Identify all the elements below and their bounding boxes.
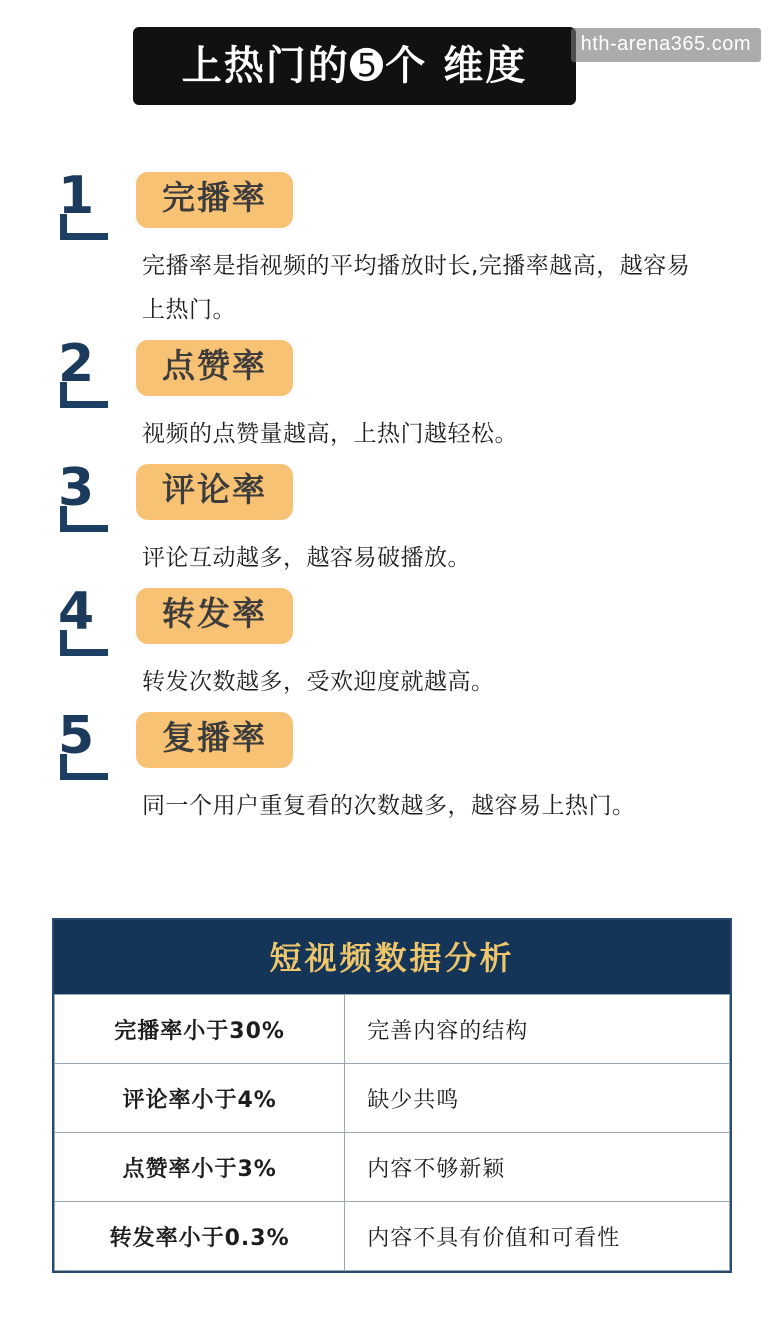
list-item-number: 5 — [58, 706, 95, 766]
analysis-table-grid — [54, 994, 730, 1271]
list-item-description: 视频的点赞量越高，上热门越轻松。 — [142, 421, 518, 447]
table-cell-metric: 转发率小于0.3% — [55, 1202, 345, 1271]
number-corner-icon — [60, 214, 108, 240]
list-item-description: 完播率是指视频的平均播放时长,完播率越高，越容易上热门。 — [142, 253, 691, 323]
list-item-number: 3 — [58, 458, 95, 518]
list-item-pill — [136, 464, 293, 520]
table-row — [55, 1064, 730, 1133]
list-item-number: 1 — [58, 166, 95, 226]
table-row — [55, 1133, 730, 1202]
title-banner — [133, 27, 576, 105]
analysis-table-title: 短视频数据分析 — [54, 920, 730, 994]
dimension-list — [0, 166, 783, 834]
table-cell-metric: 评论率小于4% — [55, 1064, 345, 1133]
number-corner-icon — [60, 754, 108, 780]
list-item-pill-label: 转发率 — [162, 594, 267, 633]
number-corner-icon — [60, 382, 108, 408]
table-cell-metric: 完播率小于30% — [55, 995, 345, 1064]
list-item-pill — [136, 340, 293, 396]
page-title: 上热门的➎个 维度 — [181, 43, 528, 89]
list-item-description: 评论互动越多，越容易破播放。 — [142, 545, 471, 571]
table-cell-result: 内容不够新颖 — [345, 1133, 730, 1202]
list-item-number: 2 — [58, 334, 95, 394]
list-item-pill-label: 完播率 — [162, 178, 267, 217]
list-item-pill-label: 复播率 — [162, 718, 267, 757]
table-row — [55, 995, 730, 1064]
table-cell-result: 完善内容的结构 — [345, 995, 730, 1064]
list-item-pill — [136, 588, 293, 644]
number-corner-icon — [60, 506, 108, 532]
list-item — [0, 706, 783, 828]
watermark-label: hth-arena365.com — [571, 28, 761, 62]
list-item — [0, 166, 783, 332]
list-item — [0, 334, 783, 456]
list-item-description: 同一个用户重复看的次数越多，越容易上热门。 — [142, 793, 636, 819]
list-item-number: 4 — [58, 582, 95, 642]
list-item — [0, 582, 783, 704]
list-item-header — [0, 458, 783, 536]
table-cell-result: 缺少共鸣 — [345, 1064, 730, 1133]
list-item-pill — [136, 712, 293, 768]
list-item-pill — [136, 172, 293, 228]
list-item-pill-label: 点赞率 — [162, 346, 267, 385]
list-item — [0, 458, 783, 580]
list-item-header — [0, 334, 783, 412]
list-item-pill-label: 评论率 — [162, 470, 267, 509]
list-item-header — [0, 706, 783, 784]
table-cell-metric: 点赞率小于3% — [55, 1133, 345, 1202]
list-item-header — [0, 582, 783, 660]
list-item-header — [0, 166, 783, 244]
analysis-table — [52, 918, 732, 1273]
table-cell-result: 内容不具有价值和可看性 — [345, 1202, 730, 1271]
list-item-description: 转发次数越多，受欢迎度就越高。 — [142, 669, 495, 695]
table-row — [55, 1202, 730, 1271]
number-corner-icon — [60, 630, 108, 656]
